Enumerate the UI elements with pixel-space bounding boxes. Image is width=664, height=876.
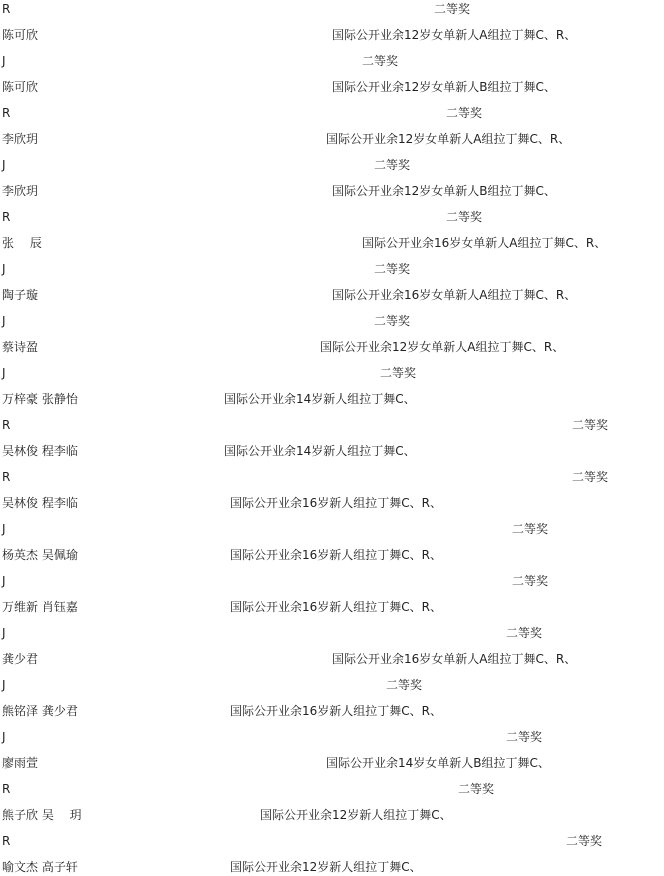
row-text: 国际公开业余16岁女单新人A组拉丁舞C、R、 — [332, 288, 577, 302]
row-text: 国际公开业余12岁女单新人B组拉丁舞C、 — [332, 184, 556, 198]
row-label: J — [2, 574, 6, 588]
list-item — [0, 495, 664, 511]
row-label: 喻文杰 高子轩 — [2, 860, 78, 874]
list-item — [0, 27, 664, 43]
row-label: 李欣玥 — [2, 132, 39, 146]
list-item — [0, 573, 664, 589]
row-text: 二等奖 — [446, 106, 483, 120]
row-text: 二等奖 — [434, 2, 471, 16]
row-label: 李欣玥 — [2, 184, 39, 198]
list-item — [0, 131, 664, 147]
row-label: R — [2, 106, 11, 120]
row-text: 国际公开业余16岁女单新人A组拉丁舞C、R、 — [332, 652, 577, 666]
list-item — [0, 677, 664, 693]
row-label: J — [2, 678, 6, 692]
row-text: 国际公开业余16岁女单新人A组拉丁舞C、R、 — [362, 236, 607, 250]
row-label: J — [2, 54, 6, 68]
list-item — [0, 781, 664, 797]
row-text: 二等奖 — [374, 314, 411, 328]
list-item — [0, 235, 664, 251]
row-label: J — [2, 262, 6, 276]
row-label: 吴林俊 程李临 — [2, 496, 78, 510]
row-label: R — [2, 210, 11, 224]
row-label: J — [2, 626, 6, 640]
list-item — [0, 599, 664, 615]
list-item — [0, 625, 664, 641]
row-text: 国际公开业余14岁女单新人B组拉丁舞C、 — [326, 756, 550, 770]
list-item — [0, 547, 664, 563]
row-label: 熊铭泽 龚少君 — [2, 704, 78, 718]
row-text: 二等奖 — [458, 782, 495, 796]
row-text: 二等奖 — [446, 210, 483, 224]
row-text: 二等奖 — [512, 574, 549, 588]
row-label: 廖雨萱 — [2, 756, 39, 770]
row-label: 陶子璇 — [2, 288, 39, 302]
row-text: 二等奖 — [362, 54, 399, 68]
list-item — [0, 261, 664, 277]
list-item — [0, 53, 664, 69]
row-text: 国际公开业余12岁新人组拉丁舞C、 — [260, 808, 452, 822]
row-label: J — [2, 314, 6, 328]
row-label: 熊子欣 吴 玥 — [2, 808, 82, 822]
row-label: J — [2, 366, 6, 380]
row-label: 杨英杰 吴佩瑜 — [2, 548, 78, 562]
row-text: 国际公开业余12岁女单新人A组拉丁舞C、R、 — [320, 340, 565, 354]
list-item — [0, 313, 664, 329]
row-text: 国际公开业余14岁新人组拉丁舞C、 — [224, 444, 416, 458]
list-item — [0, 651, 664, 667]
row-text: 国际公开业余16岁新人组拉丁舞C、R、 — [230, 600, 442, 614]
list-item — [0, 157, 664, 173]
row-label: R — [2, 470, 11, 484]
row-text: 二等奖 — [506, 626, 543, 640]
list-item — [0, 807, 664, 823]
row-label: R — [2, 834, 11, 848]
list-item — [0, 1, 664, 17]
list-item — [0, 521, 664, 537]
list-item — [0, 183, 664, 199]
row-text: 二等奖 — [512, 522, 549, 536]
list-item — [0, 365, 664, 381]
list-item — [0, 443, 664, 459]
list-item — [0, 391, 664, 407]
row-text: 国际公开业余16岁新人组拉丁舞C、R、 — [230, 548, 442, 562]
row-label: 陈可欣 — [2, 28, 39, 42]
row-label: J — [2, 158, 6, 172]
list-item — [0, 859, 664, 875]
list-item — [0, 469, 664, 485]
row-label: 龚少君 — [2, 652, 39, 666]
row-label: J — [2, 730, 6, 744]
row-label: 张 辰 — [2, 236, 42, 250]
row-text: 国际公开业余16岁新人组拉丁舞C、R、 — [230, 704, 442, 718]
row-text: 国际公开业余12岁女单新人B组拉丁舞C、 — [332, 80, 556, 94]
row-text: 国际公开业余14岁新人组拉丁舞C、 — [224, 392, 416, 406]
row-label: 吴林俊 程李临 — [2, 444, 78, 458]
row-label: 万梓豪 张静怡 — [2, 392, 78, 406]
row-text: 二等奖 — [374, 158, 411, 172]
row-label: 蔡诗盈 — [2, 340, 39, 354]
row-text: 二等奖 — [374, 262, 411, 276]
row-label: 陈可欣 — [2, 80, 39, 94]
list-item — [0, 417, 664, 433]
row-text: 国际公开业余12岁女单新人A组拉丁舞C、R、 — [326, 132, 571, 146]
row-text: 国际公开业余12岁新人组拉丁舞C、 — [230, 860, 422, 874]
row-text: 二等奖 — [506, 730, 543, 744]
list-item — [0, 79, 664, 95]
row-label: R — [2, 2, 11, 16]
list-item — [0, 209, 664, 225]
list-item — [0, 729, 664, 745]
list-item — [0, 105, 664, 121]
list-item — [0, 833, 664, 849]
row-text: 二等奖 — [386, 678, 423, 692]
row-text: 二等奖 — [572, 470, 609, 484]
list-item — [0, 703, 664, 719]
list-item — [0, 339, 664, 355]
row-label: R — [2, 418, 11, 432]
row-label: R — [2, 782, 11, 796]
list-item — [0, 287, 664, 303]
row-text: 国际公开业余16岁新人组拉丁舞C、R、 — [230, 496, 442, 510]
row-label: 万维新 肖钰嘉 — [2, 600, 78, 614]
row-label: J — [2, 522, 6, 536]
row-text: 二等奖 — [380, 366, 417, 380]
list-item — [0, 755, 664, 771]
row-text: 二等奖 — [566, 834, 603, 848]
row-text: 国际公开业余12岁女单新人A组拉丁舞C、R、 — [332, 28, 577, 42]
row-text: 二等奖 — [572, 418, 609, 432]
